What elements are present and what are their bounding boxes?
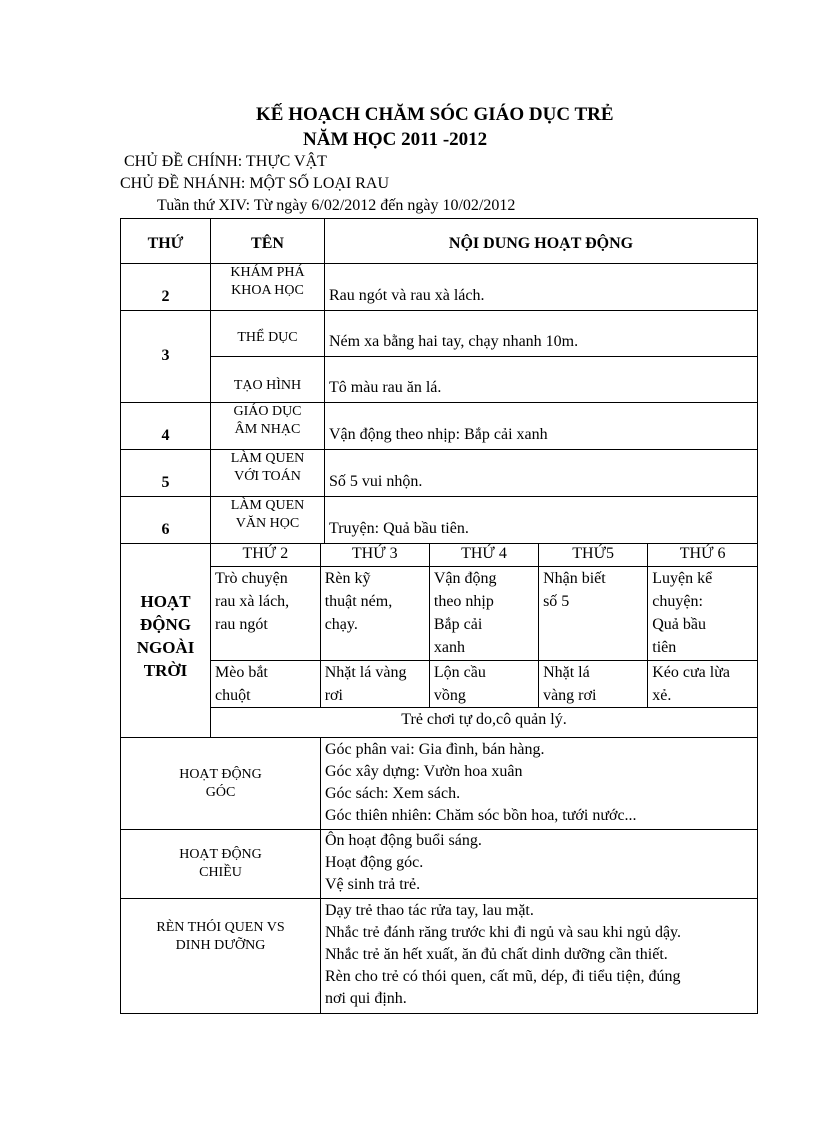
activity-content: Truyện: Quả bầu tiên. [325,497,758,544]
outdoor-game-line: Lộn cầu [433,663,486,681]
outdoor-day-header: THỨ 6 [648,544,757,566]
outdoor-game-line: vồng [433,686,466,704]
free-play: Trẻ chơi tự do,cô quản lý. [211,707,757,737]
table-header-row [121,219,758,264]
routine-table [120,737,758,1014]
outdoor-label [121,544,211,738]
activity-name-cell: TẠO HÌNH [211,357,325,403]
corner-label-line: GÓC [205,784,236,800]
outdoor-grid-cell [211,544,758,738]
outdoor-game-line: Mèo bắt [215,663,268,681]
outdoor-game-line: xẻ. [652,686,672,704]
outdoor-activity-line: theo nhịp [433,592,494,610]
outdoor-game [648,660,757,707]
habits-label [121,899,321,1014]
outdoor-activity-line: Rèn kỹ [324,569,371,587]
outdoor-game [320,660,429,707]
outdoor-day-header: THỨ 3 [320,544,429,566]
corner-label-line: HOẠT ĐỘNG [179,766,262,782]
afternoon-row [121,830,758,899]
outdoor-days-row [211,544,757,566]
table-row [121,450,758,497]
outdoor-row [121,544,758,738]
outdoor-activity-line: Bắp cải [433,615,483,633]
school-year: NĂM HỌC 2011 -2012 [303,129,488,150]
corner-line: Góc xây dựng: Vườn hoa xuân [325,763,523,780]
habits-line: Nhắc trẻ đánh răng trước khi đi ngủ và sau khi ngủ dậy. [325,924,681,941]
afternoon-line: Vệ sinh trả trẻ. [325,876,421,893]
outdoor-game-row [211,660,757,707]
activity-name-line: VỚI TOÁN [234,469,301,484]
outdoor-activity-line: Vận động [433,569,497,587]
outdoor-activity-line: Trò chuyện [215,569,288,587]
corner-line: Góc sách: Xem sách. [325,785,461,802]
outdoor-activity-line: tiên [652,638,677,656]
afternoon-label-line: HOẠT ĐỘNG [179,847,262,862]
main-topic: CHỦ ĐỀ CHÍNH: THỰC VẬT [124,153,327,170]
outdoor-activity-line: rau xà lách, [215,592,290,610]
outdoor-activity [211,566,320,660]
activity-name-cell: THỂ DỤC [211,311,325,357]
outdoor-activity [539,566,648,660]
outdoor-game-line: chuột [215,686,251,704]
activity-content: Ném xa bằng hai tay, chạy nhanh 10m. [325,311,758,357]
habits-line: Nhắc trẻ ăn hết xuất, ăn đủ chất dinh dưỡng cần thiết. [325,946,668,963]
activity-content: Rau ngót và rau xà lách. [325,264,758,311]
outdoor-activity-line: chuyện: [652,592,703,610]
activity-name-cell [211,450,325,497]
activity-name-line: KHÁM PHÁ [230,265,305,280]
outdoor-game-line: vàng rơi [543,686,597,704]
day-cell: 6 [121,497,211,544]
table-row [121,403,758,450]
habits-label-line: DINH DƯỠNG [175,938,266,953]
table-row [121,264,758,311]
activity-name-line: GIÁO DỤC [233,404,302,419]
column-header-day: THỨ [121,219,211,264]
outdoor-grid [211,544,757,737]
outdoor-game-line: rơi [324,686,343,704]
outdoor-day-header: THỨ5 [539,544,648,566]
free-play-row [211,707,757,737]
document-title: KẾ HOẠCH CHĂM SÓC GIÁO DỤC TRẺ [256,104,614,125]
activity-name-line: VĂN HỌC [235,516,300,531]
activity-name-line: LÀM QUEN [230,451,305,466]
outdoor-game [211,660,320,707]
outdoor-label-line: HOẠT [140,592,191,611]
afternoon-label-line: CHIỀU [199,865,242,880]
corner-row [121,738,758,830]
outdoor-label-line: TRỜI [143,661,188,680]
afternoon-activities [321,830,758,899]
column-header-name: TÊN [211,219,325,264]
plan-table [120,218,758,738]
outdoor-day-header: THỨ 4 [429,544,538,566]
activity-name-cell [211,264,325,311]
activity-content: Số 5 vui nhộn. [325,450,758,497]
outdoor-activity-line: số 5 [543,592,570,610]
afternoon-line: Ôn hoạt động buổi sáng. [325,832,482,849]
outdoor-activity [320,566,429,660]
outdoor-label-line: ĐỘNG [140,615,191,634]
table-row [121,357,758,403]
activity-name-cell [211,497,325,544]
activity-name-line: ÂM NHẠC [234,422,301,437]
outdoor-activity-line: xanh [433,638,465,656]
habits-line: Rèn cho trẻ có thói quen, cất mũ, dép, đi tiểu tiện, đúng [325,968,681,985]
corner-line: Góc phân vai: Gia đình, bán hàng. [325,741,545,758]
outdoor-activity-row [211,566,757,660]
outdoor-activity-line: Nhận biết [543,569,606,587]
corner-label [121,738,321,830]
outdoor-day-header: THỨ 2 [211,544,320,566]
activity-content: Tô màu rau ăn lá. [325,357,758,403]
corner-activities [321,738,758,830]
activity-name-line: LÀM QUEN [230,498,305,513]
outdoor-activity-line: Luyện kể [652,569,713,587]
outdoor-activity [648,566,757,660]
afternoon-line: Hoạt động góc. [325,854,424,871]
outdoor-activity-line: Quả bầu [652,615,707,633]
day-cell: 5 [121,450,211,497]
habits-label-line: RÈN THÓI QUEN VS [156,920,285,935]
activity-name-cell [211,403,325,450]
day-cell: 2 [121,264,211,311]
day-cell: 4 [121,403,211,450]
sub-topic: CHỦ ĐỀ NHÁNH: MỘT SỐ LOẠI RAU [120,175,390,192]
table-row [121,311,758,357]
activity-content: Vận động theo nhịp: Bắp cải xanh [325,403,758,450]
outdoor-game-line: Nhặt lá [543,663,590,681]
outdoor-activity-line: rau ngót [215,615,268,633]
habits-row [121,899,758,1014]
week-range: Tuần thứ XIV: Từ ngày 6/02/2012 đến ngày 10/02/2012 [157,197,516,214]
habits-line: nơi qui định. [325,990,407,1007]
outdoor-activity-line: chạy. [324,615,358,633]
table-row [121,497,758,544]
outdoor-game-line: Kéo cưa lừa [652,663,730,681]
column-header-content: NỘI DUNG HOẠT ĐỘNG [325,219,758,264]
day-cell: 3 [121,311,211,403]
outdoor-game-line: Nhặt lá vàng [324,663,407,681]
activity-name-line: KHOA HỌC [231,283,304,298]
afternoon-label [121,830,321,899]
outdoor-activity [429,566,538,660]
outdoor-game [429,660,538,707]
corner-line: Góc thiên nhiên: Chăm sóc bồn hoa, tưới nước... [325,807,637,824]
outdoor-label-line: NGOÀI [136,638,195,657]
habits-activities [321,899,758,1014]
habits-line: Dạy trẻ thao tác rửa tay, lau mặt. [325,902,534,919]
outdoor-activity-line: thuật ném, [324,592,393,610]
outdoor-game [539,660,648,707]
